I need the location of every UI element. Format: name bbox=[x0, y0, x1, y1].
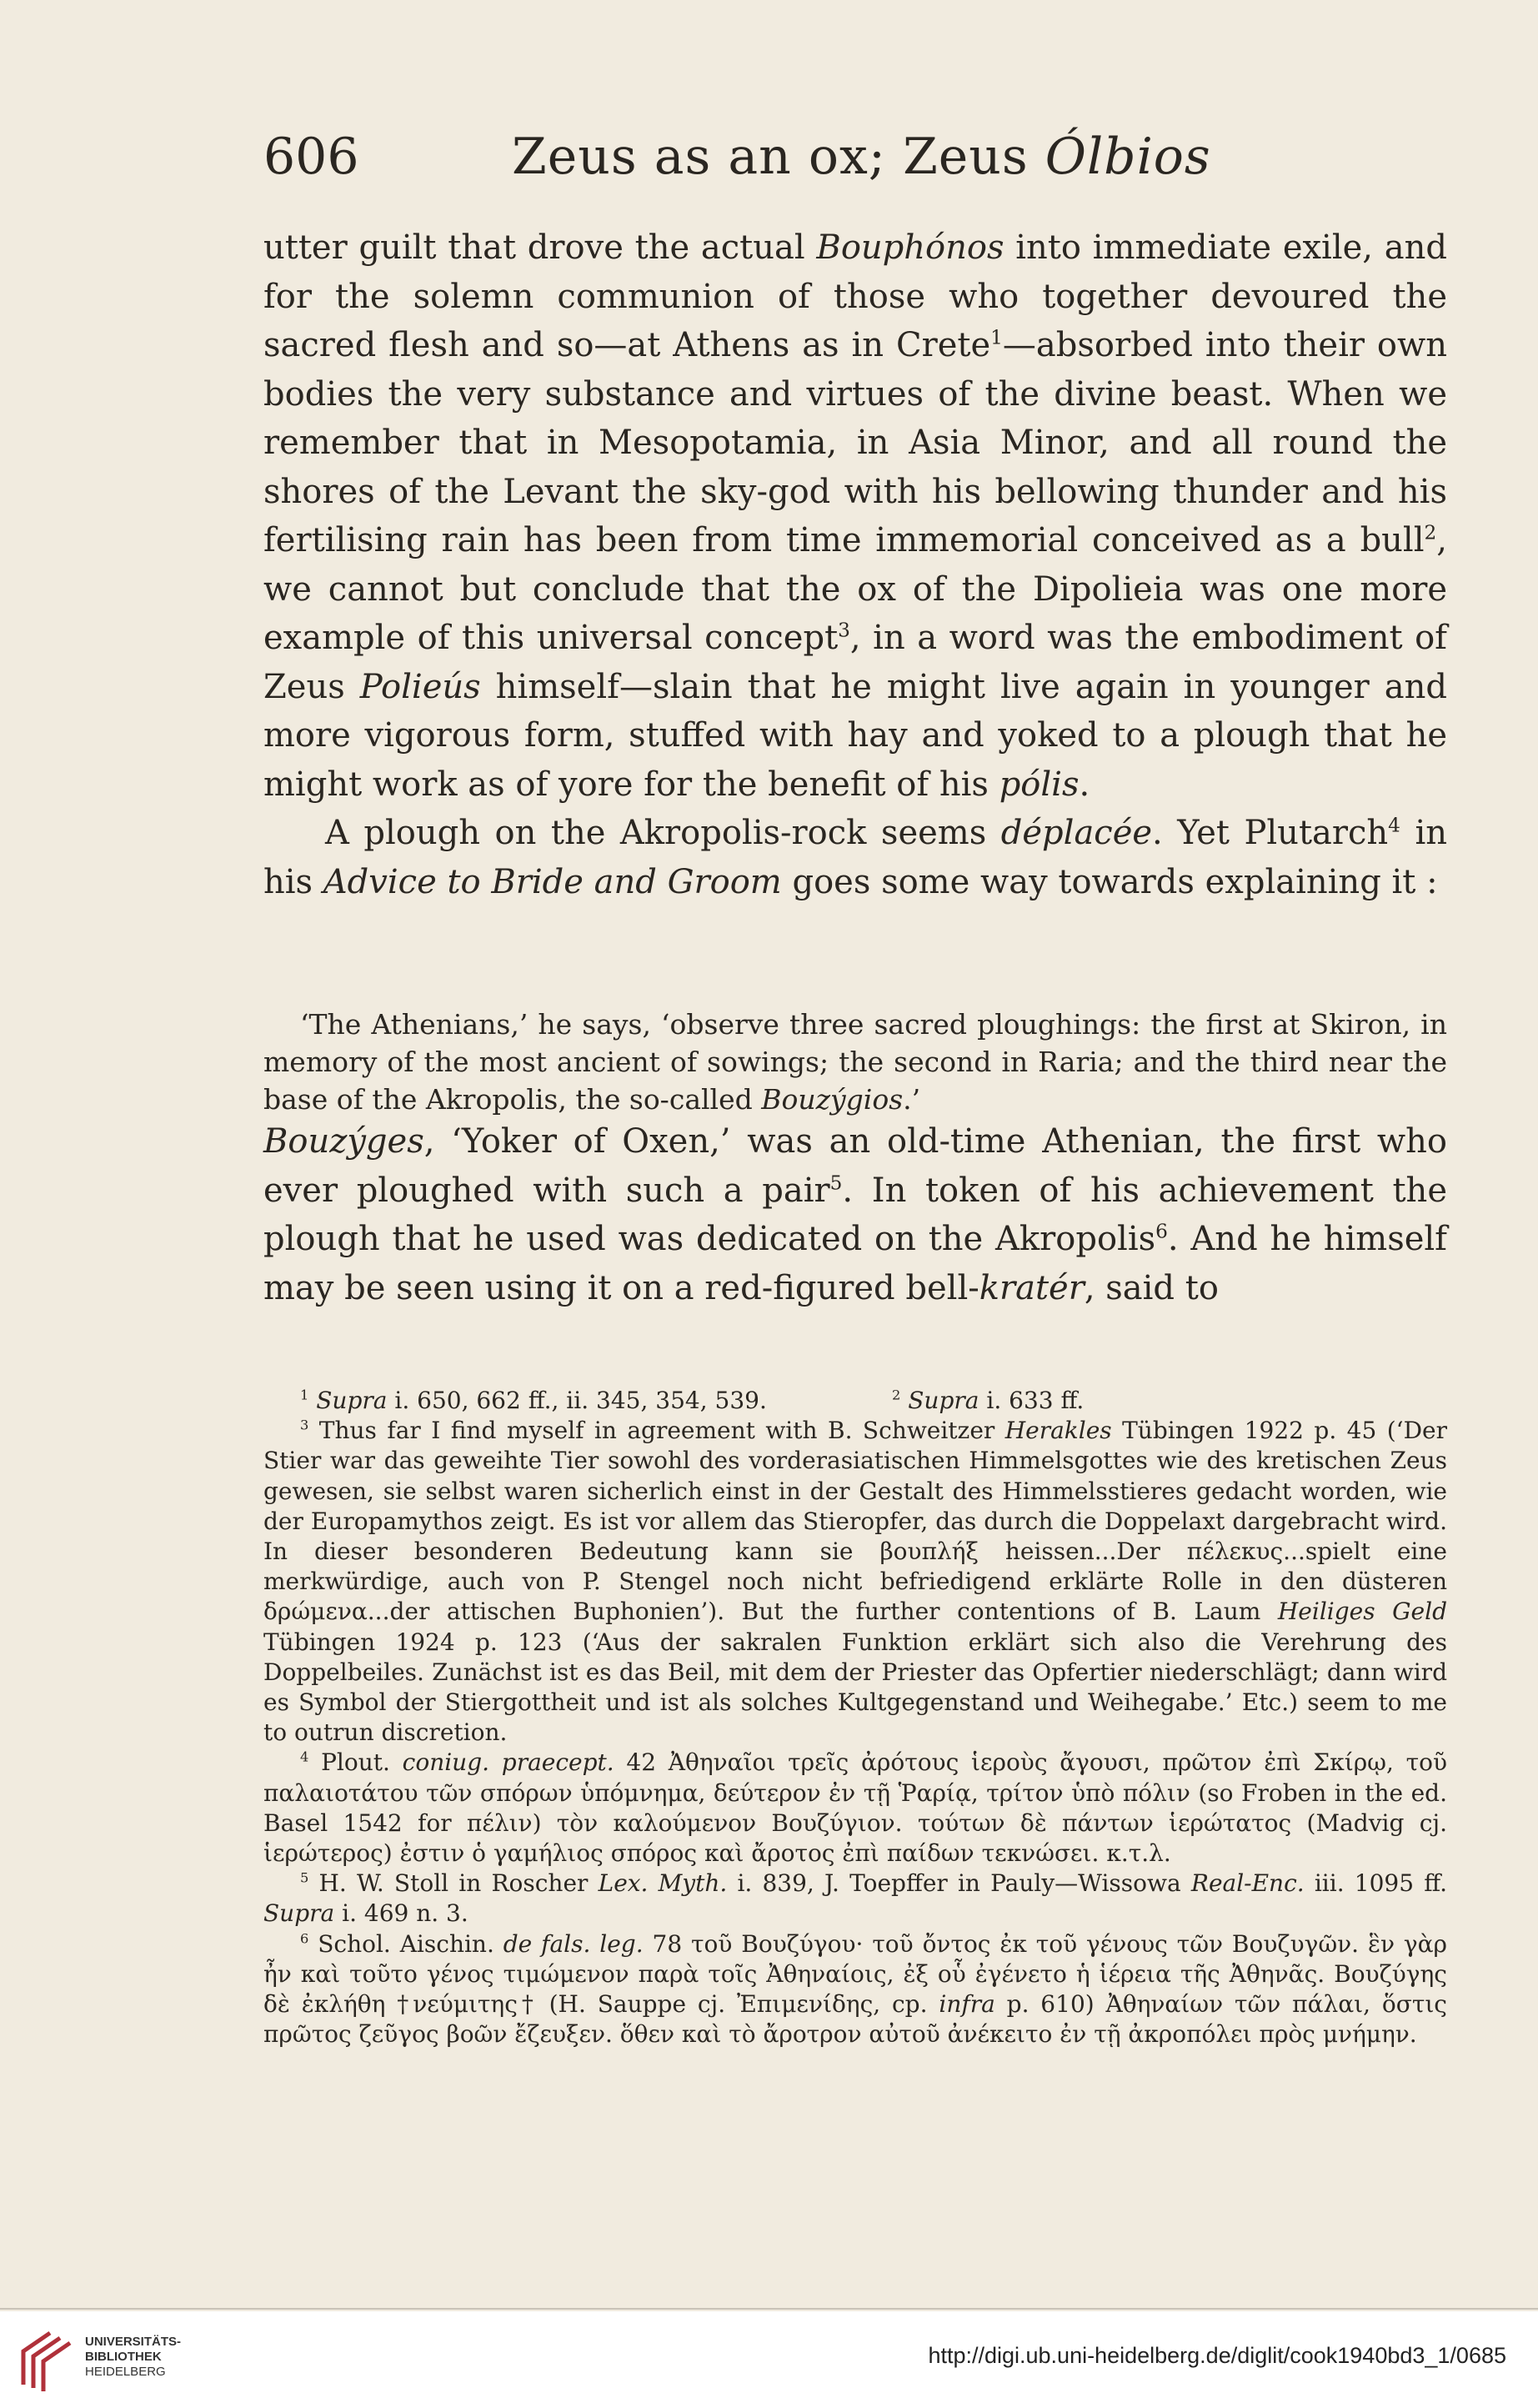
page-number: 606 bbox=[263, 128, 359, 186]
footnote-1-2 bbox=[263, 1386, 1447, 1416]
footnote-6: $^6$ Schol. Aischin. de fals. leg. 78 τοῦ Βουζύγου· τοῦ ὄντος ἐκ τοῦ γένους τῶν Βουζυγῶν. ἓν γὰρ ἦν καὶ τοῦτο γένος τιμώμενον παρὰ τοῖς Ἀθηναίοις, ἐξ οὗ ἐγένετο ἡ ἱέρεια τῆς Ἀθηνᾶς. Βουζύγης δὲ ἐκλήθη †νεύμιτης† (H. Sauppe cj. Ἐπιμενίδης, cp. infra p. 610) Ἀθηναίων τῶν πάλαι, ὅστις πρῶτος ζεῦγος βοῶν ἔζευξεν. ὅθεν καὶ τὸ ἄροτρον αὐτοῦ ἀνέκειτο ἐν τῇ ἀκροπόλει πρὸς μνήμην. bbox=[263, 1929, 1447, 2049]
institution-name: UNIVERSITÄTS- BIBLIOTHEK HEIDELBERG bbox=[85, 2335, 182, 2379]
footnote-1: $^1$ Supra i. 650, 662 ff., ii. 345, 354, 539. bbox=[300, 1387, 767, 1414]
footnote-2: $^2$ Supra i. 633 ff. bbox=[892, 1387, 1085, 1414]
running-title-text: Zeus as an ox; Zeus bbox=[512, 128, 1045, 186]
footnote-5: $^5$ H. W. Stoll in Roscher Lex. Myth. i. 839, J. Toepffer in Pauly—Wissowa Real-Enc. iii. 1095 ff. Supra i. 469 n. 3. bbox=[263, 1869, 1447, 1928]
main-text bbox=[263, 223, 1447, 906]
footnote-ref-4[interactable]: 4 bbox=[1388, 814, 1400, 837]
footnote-4: $^4$ Plout. coniug. praecept. 42 Ἀθηναῖοι τρεῖς ἀρότους ἱεροὺς ἄγουσι, πρῶτον ἐπὶ Σκίρῳ, τοῦ παλαιοτάτου τῶν σπόρων ὑπόμνημα, δεύτερον ἐν τῇ Ῥαρίᾳ, τρίτον ὑπὸ πόλιν (so Froben in the ed. Basel 1542 for πέλιν) τὸν καλούμενον Βουζύγιον. τούτων δὲ πάντων ἱερώτατος (Madvig cj. ἱερώτερος) ἐστιν ὁ γαμήλιος σπόρος καὶ ἄροτος ἐπὶ παίδων τεκνώσει. κ.τ.λ. bbox=[263, 1748, 1448, 1868]
source-url-link[interactable]: http://digi.ub.uni-heidelberg.de/diglit/cook1940bd3_1/0685 bbox=[928, 2343, 1506, 2368]
paragraph-2: A plough on the Akropolis-rock seems déplacée. Yet Plutarch$^4$ in his Advice to Bride and Groom goes some way towards explaining it : bbox=[263, 814, 1447, 901]
footnote-ref-2[interactable]: 2 bbox=[1424, 521, 1437, 544]
page-header bbox=[263, 123, 1380, 190]
footnote-ref-1[interactable]: 1 bbox=[990, 326, 1003, 349]
footnote-ref-5[interactable]: 5 bbox=[829, 1171, 843, 1195]
footnotes bbox=[263, 1386, 1447, 2049]
footnote-ref-6[interactable]: 6 bbox=[1155, 1220, 1168, 1243]
library-footer bbox=[0, 2311, 1538, 2408]
paragraph-1: utter guilt that drove the actual Bouphónos into immediate exile, and for the solemn communion of those who together devoured the sacred flesh and so—at Athens as in Crete$^1$—absorbed into their own bodies the very substance and virtues of the divine beast. When we remember that in Mesopotamia, in Asia Minor, and all round the shores of the Levant the sky-god with his bellowing thunder and his fertilising rain has been from time immemorial conceived as a bull$^2$, we cannot but conclude that the ox of the Dipolieia was one more example of this universal concept$^3$, in a word was the embodiment of Zeus Polieús himself—slain that he might live again in younger and more vigorous form, stuffed with hay and yoked to a plough that he might work as of yore for the benefit of his pólis. bbox=[263, 228, 1448, 804]
footnote-ref-3[interactable]: 3 bbox=[838, 619, 850, 642]
block-quote: ‘The Athenians,’ he says, ‘observe three sacred ploughings: the first at Skiron, in memory of the most ancient of sowings; the second in Raria; and the third near the base of the Akropolis, the so-called Bouzýgios.’ bbox=[263, 1008, 1447, 1116]
running-title-italic: Ólbios bbox=[1045, 128, 1211, 186]
footnote-3: $^3$ Thus far I find myself in agreement with B. Schweitzer Herakles Tübingen 1922 p. 45 (‘Der Stier war das geweihte Tier sowohl des vorderasiatischen Himmelsgottes wie des kretischen Zeus gewesen, sie selbst waren sicherlich einst in der Gestalt des Himmelsstieres gedacht worden, wie der Europamythos zeigt. Es ist vor allem das Stieropfer, das durch die Doppelaxt dargebracht wird. In dieser besonderen Bedeutung kann sie βουπλήξ heissen...Der πέλεκυς...spielt eine merkwürdige, auch von P. Stengel noch nicht befriedigend erklärte Rolle in den düsteren δρώμενα...der attischen Buphonien’). But the further contentions of B. Laum Heiliges Geld Tübingen 1924 p. 123 (‘Aus der sakralen Funktion erklärt sich also die Verehrung des Doppelbeiles. Zunächst ist es das Beil, mit dem der Priester das Opfertier niederschlägt; dann wird es Symbol der Stiergottheit und ist als solches Kultgegenstand und Weihegabe.’ Etc.) seem to me to outrun discretion. bbox=[263, 1417, 1447, 1747]
paragraph-3: Bouzýges, ‘Yoker of Oxen,’ was an old-time Athenian, the first who ever ploughed with such a pair$^5$. In token of his achievement the plough that he used was dedicated on the Akropolis$^6$. And he himself may be seen using it on a red-figured bell-kratér, said to bbox=[263, 1122, 1447, 1307]
footer-divider bbox=[0, 2308, 1538, 2310]
running-title bbox=[512, 123, 1211, 190]
library-logo-icon bbox=[17, 2326, 75, 2393]
